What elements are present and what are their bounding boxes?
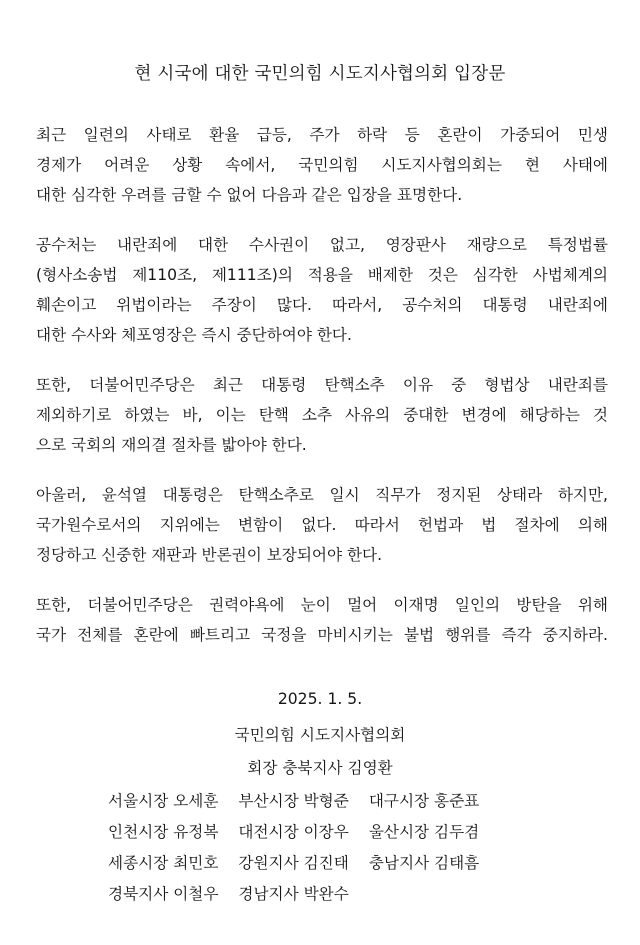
paragraph-line: 국가 전체를 혼란에 빠트리고 국정을 마비시키는 불법 행위를 즉각 중지하라. [36,626,608,644]
paragraph-line: 훼손이고 위법이라는 주장이 많다. 따라서, 공수처의 대통령 내란죄에 [36,296,608,314]
organization-name: 국민의힘 시도지사협의회 [234,726,406,744]
paragraph-4 [36,480,608,570]
paragraph-line: 국가원수로서의 지위에는 변함이 없다. 따라서 헌법과 법 절차에 의해 [36,516,608,534]
paragraph-2 [36,230,608,350]
paragraph-5 [36,590,608,650]
document-title: 현 시국에 대한 국민의힘 시도지사협의회 입장문 [134,64,506,84]
member-row [108,848,628,879]
paragraph-line: 정당하고 신중한 재판과 반론권이 보장되어야 한다. [36,546,383,564]
member-row [108,879,628,910]
member-name: 충남지사 김태흠 [368,854,480,872]
paragraph-line: 또한, 더불어민주당은 최근 대통령 탄핵소추 이유 중 형법상 내란죄를 [36,376,608,394]
paragraph-line: 아울러, 윤석열 대통령은 탄핵소추로 일시 직무가 정지된 상태라 하지만, [36,486,608,504]
member-name: 세종시장 최민호 [108,854,219,872]
member-name: 대구시장 홍준표 [368,792,480,810]
member-signatures [108,786,628,910]
paragraph-line: 최근 일련의 사태로 환율 급등, 주가 하락 등 혼란이 가중되어 민생 [36,126,608,144]
statement-date: 2025. 1. 5. [277,690,363,708]
member-name: 인천시장 유정복 [108,823,219,841]
paragraph-line: (형사소송법 제110조, 제111조)의 적용을 배제한 것은 심각한 사법체계의 [36,266,608,284]
member-name: 경남지사 박완수 [238,885,349,903]
member-name: 경북지사 이철우 [108,885,219,903]
paragraph-line: 대한 심각한 우려를 금할 수 없어 다음과 같은 입장을 표명한다. [36,186,463,204]
paragraph-line: 제외하기로 하였는 바, 이는 탄핵 소추 사유의 중대한 변경에 해당하는 것 [36,406,608,424]
member-name: 부산시장 박형준 [238,792,349,810]
member-name: 강원지사 김진태 [238,854,349,872]
paragraph-line: 경제가 어려운 상황 속에서, 국민의힘 시도지사협의회는 현 사태에 [36,156,608,174]
paragraph-3 [36,370,608,460]
paragraph-1 [36,120,608,210]
paragraph-line: 공수처는 내란죄에 대한 수사권이 없고, 영장판사 재량으로 특정법률 [36,236,608,254]
member-name: 서울시장 오세훈 [108,792,219,810]
chair-signature: 회장 충북지사 김영환 [247,759,393,777]
member-name: 대전시장 이장우 [238,823,349,841]
member-row [108,817,628,848]
paragraph-line: 으로 국회의 재의결 절차를 밟아야 한다. [36,436,307,454]
member-row [108,786,628,817]
member-name: 울산시장 김두겸 [368,823,480,841]
paragraph-line: 또한, 더불어민주당은 권력야욕에 눈이 멀어 이재명 일인의 방탄을 위해 [36,596,608,614]
paragraph-line: 대한 수사와 체포영장은 즉시 중단하여야 한다. [36,326,352,344]
